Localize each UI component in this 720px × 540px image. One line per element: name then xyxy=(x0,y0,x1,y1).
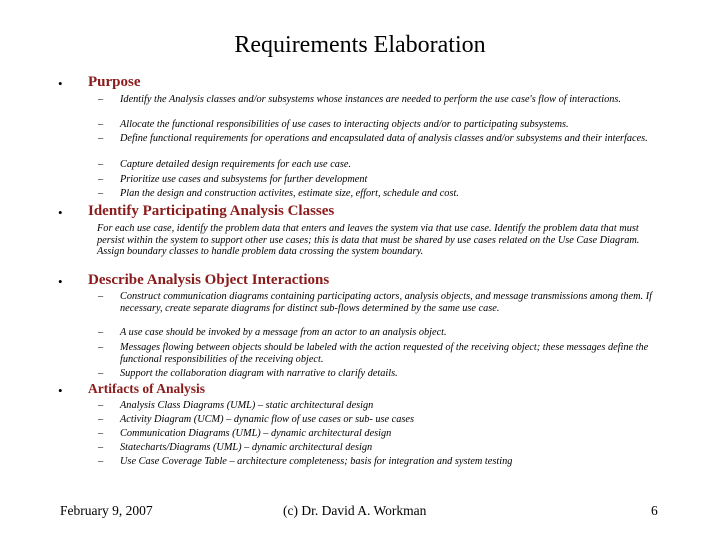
list-item xyxy=(98,327,658,339)
list-item xyxy=(98,442,658,454)
list-item xyxy=(98,94,658,118)
list-item-text: Analysis Class Diagrams (UML) – static architectural design xyxy=(120,400,374,411)
list-item-text: A use case should be invoked by a message from an actor to an analysis object. xyxy=(120,327,447,338)
section-heading-object-interactions: Describe Analysis Object Interactions xyxy=(88,272,330,288)
list-item-text: Statecharts/Diagrams (UML) – dynamic architectural design xyxy=(120,442,373,453)
dash-marker: – xyxy=(98,159,104,170)
list-item-text: Support the collaboration diagram with narrative to clarify details. xyxy=(120,368,398,379)
section-heading-purpose: Purpose xyxy=(88,74,141,90)
dash-marker: – xyxy=(98,442,104,453)
bullet: • xyxy=(58,274,63,289)
list-item-text: Capture detailed design requirements for each use case. xyxy=(120,159,352,170)
page-title: Requirements Elaboration xyxy=(234,32,486,58)
list-item xyxy=(98,414,658,426)
list-item xyxy=(98,428,658,440)
dash-marker: – xyxy=(98,342,104,353)
list-item-text: Define functional requirements for operations and encapsulated data of analysis classes and/or subsystems and their interfaces. xyxy=(120,133,648,144)
page-number: 6 xyxy=(651,503,658,518)
list-item-text: Prioritize use cases and subsystems for further development xyxy=(120,174,368,185)
dash-marker: – xyxy=(98,133,104,144)
list-item-text: Plan the design and construction activites, estimate size, effort, schedule and cost. xyxy=(120,188,459,199)
list-item-text: Allocate the functional responsibilities of use cases to interacting objects and/or to participating subsystems. xyxy=(120,119,569,130)
list-item xyxy=(98,291,658,325)
list-item-text: Construct communication diagrams containing participating actors, analysis objects, and message transmissions among them. If necessary, create separate diagrams for distinct sub-flows determined by the same use case. xyxy=(120,291,652,314)
bullet: • xyxy=(58,205,63,220)
list-item xyxy=(98,368,658,380)
dash-marker: – xyxy=(98,368,104,379)
section-paragraph: For each use case, identify the problem data that enters and leaves the system via that use case. Identify the problem data that must persist within the system to support other use cases; this is data that must be shared by use cases related on the Use Case Diagram. Assign boundary classes to handle problem data crossing the system boundary. xyxy=(97,223,640,257)
list-item xyxy=(98,119,658,131)
list-item xyxy=(98,174,658,186)
list-item-text: Communication Diagrams (UML) – dynamic architectural design xyxy=(120,428,392,439)
dash-marker: – xyxy=(98,119,104,130)
footer-author: (c) Dr. David A. Workman xyxy=(283,503,427,518)
list-item xyxy=(98,133,658,157)
list-item-text: Identify the Analysis classes and/or subsystems whose instances are needed to perform the use case's flow of interactions. xyxy=(120,94,621,105)
dash-marker: – xyxy=(98,188,104,199)
list-item-text: Messages flowing between objects should be labeled with the action requested of the receiving object; these messages define the functional responsibilities of the receiving object. xyxy=(120,342,649,365)
dash-marker: – xyxy=(98,291,104,302)
list-item xyxy=(98,456,658,468)
list-item xyxy=(98,188,658,200)
dash-marker: – xyxy=(98,174,104,185)
list-item xyxy=(98,159,658,171)
dash-marker: – xyxy=(98,414,104,425)
section-heading-identify-classes: Identify Participating Analysis Classes xyxy=(88,203,335,219)
list-item xyxy=(98,342,658,366)
dash-marker: – xyxy=(98,327,104,338)
dash-marker: – xyxy=(98,94,104,105)
section-heading-artifacts: Artifacts of Analysis xyxy=(88,381,205,396)
bullet: • xyxy=(58,76,63,91)
dash-marker: – xyxy=(98,400,104,411)
bullet: • xyxy=(58,383,63,398)
list-item-text: Use Case Coverage Table – architecture completeness; basis for integration and system testing xyxy=(120,456,513,467)
list-item-text: Activity Diagram (UCM) – dynamic flow of use cases or sub- use cases xyxy=(120,414,414,425)
dash-marker: – xyxy=(98,456,104,467)
dash-marker: – xyxy=(98,428,104,439)
footer-date: February 9, 2007 xyxy=(60,503,153,518)
list-item xyxy=(98,400,658,412)
